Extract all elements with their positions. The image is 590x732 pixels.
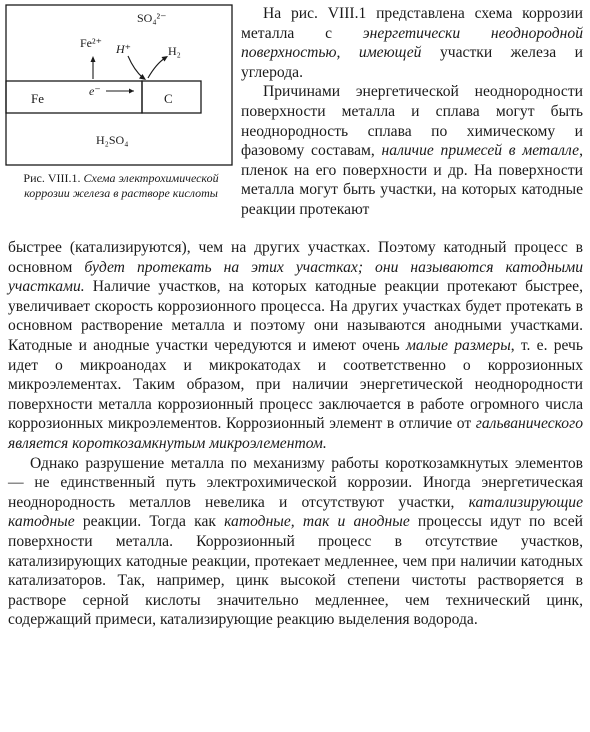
p3-part-a: Однако разрушение металла по механизму работы короткозамкнутых элементов — не единственный путь электрохимической коррозии. Иногда энергетическая неоднородность металлов невелика и отсутствуют участки, bbox=[8, 454, 583, 511]
p2-part-c: , пленок на его поверхности и др. На поверхности металла могут быть участки, на которых катодные реакции протекают bbox=[241, 142, 583, 218]
corrosion-diagram bbox=[0, 0, 238, 170]
p2-part-b: наличие примесей в металле bbox=[381, 142, 580, 160]
p2-part-h: , т. е. речь идет о микроанодах и микрокатодах и соответственно о коррозионных микроэлементах. Таким образом, при наличии энергетической неоднородности поверхности металла коррозионный процесс заключается в работе огромного числа коррозионных микроэлементов. Коррозионный элемент в отличие от bbox=[8, 336, 584, 433]
electron-label: e⁻ bbox=[89, 84, 101, 98]
p2-part-i: гальванического является короткозамкнутым микроэлементом. bbox=[8, 415, 583, 452]
figure-corrosion-scheme bbox=[0, 0, 238, 170]
p2-part-a: Причинами энергетической неоднородности поверхности металла и сплава могут быть неоднородность сплава по химическому и фазовому составам, bbox=[241, 83, 583, 160]
figure-caption bbox=[14, 171, 228, 200]
sulfate-label: SO₄²⁻ bbox=[137, 11, 167, 25]
h2-label: H₂ bbox=[168, 44, 181, 58]
paragraph-2 bbox=[241, 82, 583, 219]
electron-arrow-head bbox=[129, 89, 134, 94]
iron-strip bbox=[6, 81, 142, 113]
caption-text: Схема электрохимической коррозии железа в растворе кислоты bbox=[24, 171, 219, 200]
caption-number: Рис. VIII.1. bbox=[23, 171, 81, 185]
h2-arrow-head bbox=[162, 56, 169, 62]
h2-arrow bbox=[148, 58, 165, 78]
p2-part-e: будет протекать на этих участках; они называются катодными участками. bbox=[8, 258, 583, 296]
p2-part-d: быстрее (катализируются), чем на других участках. Поэтому катодный процесс в основном bbox=[8, 239, 583, 276]
text-column-bottom bbox=[8, 238, 583, 630]
fe-label: Fe bbox=[31, 91, 44, 106]
paragraph-2-continued bbox=[8, 238, 583, 454]
text-column-top bbox=[241, 4, 583, 220]
paragraph-1 bbox=[241, 4, 583, 82]
c-label: C bbox=[164, 91, 173, 106]
paragraph-3 bbox=[8, 454, 583, 630]
fe-ion-arrow-head bbox=[91, 56, 96, 62]
p2-part-g: малые размеры bbox=[405, 336, 511, 354]
h-ion-arrow bbox=[128, 56, 143, 78]
p1-part-a: На рис. VIII.1 представлена схема коррозии металла с bbox=[241, 5, 583, 42]
p3-part-b: катализирующие катодные bbox=[8, 493, 583, 531]
p1-part-c: участки железа и углерода. bbox=[241, 44, 583, 81]
p3-part-e: процессы идут по всей поверхности металла. Коррозионный процесс в отсутствие участков, катализирующих катодные реакции, протекает медленнее, чем при наличии катодных катализаторов. Так, например, цинк высокой степени чистоты растворяется в растворе серной кислоты значительно медленнее, чем технический цинк, содержащий примеси, катализирующие реакцию выделения водорода. bbox=[8, 513, 583, 629]
fe-ion-label: Fe²⁺ bbox=[80, 36, 102, 50]
acid-label: H₂SO₄ bbox=[96, 133, 129, 147]
p2-part-f: Наличие участков, на которых катодные реакции протекают быстрее, увеличивает скорость коррозионного процесса. На других участках будет протекать в основном растворение металла и поэтому они называются анодными участками. Катодные и анодные участки чередуются и имеют очень bbox=[8, 278, 583, 354]
p3-part-d: катодные, так и анодные bbox=[224, 513, 410, 531]
p3-part-c: реакции. Тогда как bbox=[74, 513, 225, 531]
h-ion-label: H⁺ bbox=[116, 42, 131, 56]
p1-part-b: энергетически неоднородной поверхностью, имеющей bbox=[241, 24, 583, 62]
